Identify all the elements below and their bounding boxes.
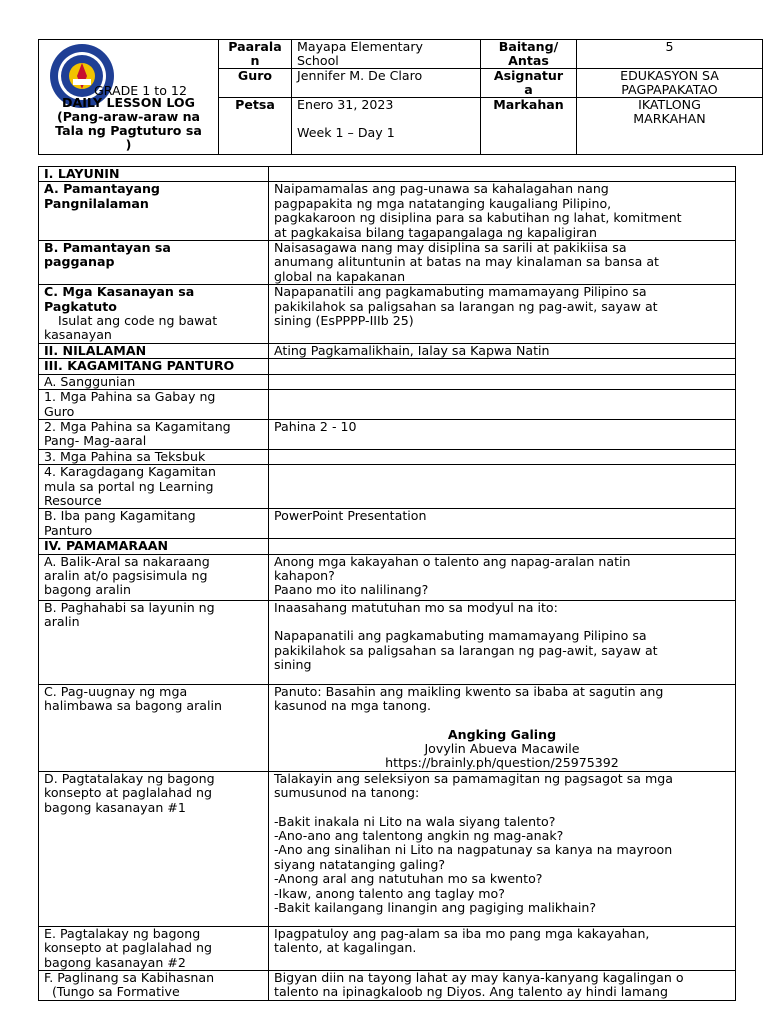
kasanayan-text: Napapanatili ang pagkamabuting mamamayang Pilipino sa pakikilahok sa paligsahan sa larangan ng pag-awit, sayaw at sining (EsPPPP-IIIb 25)	[269, 285, 736, 344]
kagamitang-label: 2. Mga Pahina sa Kagamitang Pang- Mag-aaral	[39, 419, 269, 449]
kagamitan-blank	[269, 359, 736, 374]
pagtatalakay2-text: Ipagpatuloy ang pag-alam sa iba mo pang mga kakayahan, talento, at kagalingan.	[269, 926, 736, 970]
table-row	[39, 359, 736, 374]
balik-text: Anong mga kakayahan o talento ang napag-aralan natin kahapon? Paano mo ito nalilinang?	[269, 554, 736, 600]
baitang-value: 5	[577, 40, 763, 69]
teksbuk-blank	[269, 449, 736, 464]
table-row	[39, 600, 736, 684]
balik-label: A. Balik-Aral sa nakaraang aralin at/o pagsisimula ng bagong aralin	[39, 554, 269, 600]
pagganap-text: Naisasagawa nang may disiplina sa sarili at pakikiisa sa anumang alituntunin at batas na may kinalaman sa bansa at global na kapakanan	[269, 241, 736, 285]
sanggunian-blank	[269, 374, 736, 389]
karagdagang-label: 4. Karagdagang Kagamitan mula sa portal ng Learning Resource	[39, 465, 269, 509]
table-row	[39, 390, 736, 420]
guro-label: Guro	[219, 69, 292, 98]
pamantayang-text: Naipamamalas ang pag-unawa sa kahalagahan nang pagpapakita ng mga natatanging kaugaliang Pilipino, pagkakaroon ng disiplina para sa kabutihan ng lahat, komitment at pagkakaisa bilang tagapangalaga ng kapaligiran	[269, 182, 736, 241]
table-row	[39, 419, 736, 449]
logo-cell	[39, 40, 219, 155]
teksbuk-label: 3. Mga Pahina sa Teksbuk	[39, 449, 269, 464]
karagdagang-blank	[269, 465, 736, 509]
table-row	[39, 465, 736, 509]
pag-uugnay-label: C. Pag-uugnay ng mga halimbawa sa bagong aralin	[39, 684, 269, 771]
story-url: https://brainly.ph/question/25975392	[385, 755, 619, 771]
pamantayang-label: A. Pamantayang Pangnilalaman	[39, 182, 269, 241]
iba-label: B. Iba pang Kagamitang Panturo	[39, 509, 269, 539]
nilalaman-heading: II. NILALAMAN	[39, 343, 269, 358]
table-row	[39, 926, 736, 970]
sanggunian-label: A. Sanggunian	[39, 374, 269, 389]
nilalaman-text: Ating Pagkamalikhain, Ialay sa Kapwa Natin	[269, 343, 736, 358]
paghahabi-label: B. Paghahabi sa layunin ng aralin	[39, 600, 269, 684]
pagtatalakay1-label: D. Pagtatalakay ng bagong konsepto at paglalahad ng bagong kasanayan #1	[39, 771, 269, 926]
pamamaraan-blank	[269, 539, 736, 554]
table-row	[39, 554, 736, 600]
markahan-value: IKATLONG MARKAHAN	[577, 98, 763, 155]
gabay-blank	[269, 390, 736, 420]
table-row	[39, 241, 736, 285]
paaralan-value: Mayapa Elementary School	[292, 40, 481, 69]
paaralan-label: Paarala n	[219, 40, 292, 69]
iba-text: PowerPoint Presentation	[269, 509, 736, 539]
baitang-label: Baitang/ Antas	[481, 40, 577, 69]
table-row	[39, 182, 736, 241]
table-row	[39, 509, 736, 539]
kasanayan-label: C. Mga Kasanayan sa Pagkatuto Isulat ang code ng bawat kasanayan	[39, 285, 269, 344]
layunin-heading: I. LAYUNIN	[39, 167, 269, 182]
markahan-label: Markahan	[481, 98, 577, 155]
asignatura-value: EDUKASYON SA PAGPAPAKATAO	[577, 69, 763, 98]
table-row	[39, 771, 736, 926]
petsa-label: Petsa	[219, 98, 292, 155]
guro-value: Jennifer M. De Claro	[292, 69, 481, 98]
table-row	[39, 539, 736, 554]
paglinang-text: Bigyan diin na tayong lahat ay may kanya-kanyang kagalingan o talento na ipinagkaloob ng Diyos. Ang talento ay hindi lamang	[269, 971, 736, 1001]
header-table	[38, 39, 763, 155]
asignatura-label: Asignatur a	[481, 69, 577, 98]
story-author: Jovylin Abueva Macawile	[424, 741, 580, 756]
table-row	[39, 374, 736, 389]
table-row	[39, 449, 736, 464]
pamamaraan-heading: IV. PAMAMARAAN	[39, 539, 269, 554]
pagtatalakay1-text: Talakayin ang seleksiyon sa pamamagitan ng pagsagot sa mga sumusunod na tanong: -Bakit inakala ni Lito na wala siyang talento? -Ano-ano ang talentong angkin ng mag-anak? -Ano ang sinalihan ni Lito na nagpatunay sa kanya na mayroon siyang natatanging galing? -Anong aral ang natutuhan mo sa kwento? -Ikaw, anong talento ang taglay mo? -Bakit kailangang linangin ang pagiging malikhain?	[269, 771, 736, 926]
pagganap-label: B. Pamantayan sa pagganap	[39, 241, 269, 285]
table-row	[39, 285, 736, 344]
pagtatalakay2-label: E. Pagtalakay ng bagong konsepto at paglalahad ng bagong kasanayan #2	[39, 926, 269, 970]
daily-lesson-log-title: DAILY LESSON LOG (Pang-araw-araw na Tala ng Pagtuturo sa )	[55, 95, 202, 152]
kagamitan-heading: III. KAGAMITANG PANTURO	[39, 359, 269, 374]
table-row	[39, 971, 736, 1001]
petsa-value: Enero 31, 2023 Week 1 – Day 1	[292, 98, 481, 155]
gabay-label: 1. Mga Pahina sa Gabay ng Guro	[39, 390, 269, 420]
story-title: Angking Galing	[447, 726, 557, 742]
paghahabi-text: Inaasahang matutuhan mo sa modyul na ito: Napapanatili ang pagkamabuting mamamayang Pilipino sa pakikilahok sa paligsahan sa larangan ng pag-awit, sayaw at sining	[269, 600, 736, 684]
kagamitang-text: Pahina 2 - 10	[269, 419, 736, 449]
table-row	[39, 167, 736, 182]
paglinang-label: F. Paglinang sa Kabihasnan (Tungo sa Formative	[39, 971, 269, 1001]
grade-range: GRADE 1 to 12	[94, 83, 187, 98]
layunin-blank	[269, 167, 736, 182]
table-row	[39, 343, 736, 358]
lesson-log-table	[38, 166, 736, 1001]
table-row	[39, 684, 736, 771]
pag-uugnay-text: Panuto: Basahin ang maikling kwento sa ibaba at sagutin ang kasunod na mga tanong. Angking Galing Jovylin Abueva Macawile https://brainly.ph/question/25975392	[269, 684, 736, 771]
